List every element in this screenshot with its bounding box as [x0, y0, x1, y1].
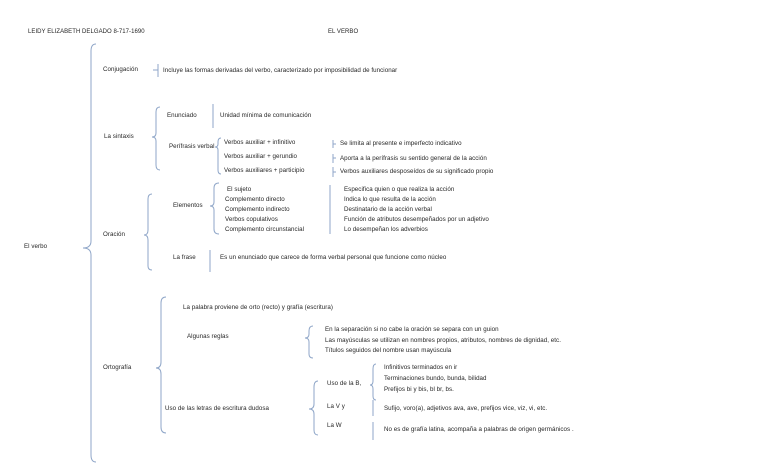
elemento-desc: Función de atributos desempeñados por un adjetivo: [344, 216, 489, 223]
perifrasis-item: Verbos auxiliar + infinitivo: [224, 139, 296, 146]
frase-text: Es un enunciado que carece de forma verbal personal que funcione como núcleo: [220, 254, 447, 261]
enunciado-text: Unidad mínima de comunicación: [220, 112, 312, 119]
letras-node: Uso de las letras de escritura dudosa: [165, 405, 269, 412]
elemento-desc: Destinatario de la acción verbal: [344, 206, 432, 213]
letra-vy-text: Sufijo, voro(a), adjetivos ava, ave, prefijos vice, viz, vi, etc.: [384, 405, 548, 412]
main-brace: [83, 44, 96, 462]
elemento-item: Complemento circunstancial: [225, 226, 305, 233]
perifrasis-item: Verbos auxiliar + gerundio: [224, 153, 298, 160]
elemento-desc: Indica lo que resulta de la acción: [344, 196, 436, 203]
elementos-node: Elementos: [173, 202, 203, 209]
letras-brace: [309, 381, 318, 435]
elemento-item: El sujeto: [227, 186, 252, 193]
elemento-item: Complemento directo: [225, 196, 285, 203]
regla-item: Las mayúsculas se utilizan en nombres propios, atributos, nombres de dignidad, etc.: [325, 337, 561, 344]
author-name: LEIDY ELIZABETH DELGADO 8-717-1690: [28, 29, 145, 35]
sintaxis-node: La sintaxis: [104, 133, 134, 140]
ortografia-origen: La palabra proviene de orto (recto) y grafía (escritura): [183, 304, 333, 311]
perifrasis-brace: [215, 138, 221, 174]
letra-b-item: Terminaciones bundo, bunda, bilidad: [384, 375, 487, 382]
sintaxis-brace: [152, 107, 160, 170]
reglas-node: Algunas reglas: [187, 333, 229, 340]
b-brace: [370, 364, 376, 400]
letra-b-item: Prefijos bi y bis, bl br, bs.: [384, 386, 454, 393]
letra-b-node: Uso de la B,: [327, 380, 362, 387]
perifrasis-item: Verbos auxiliares + participio: [224, 167, 305, 174]
reglas-brace: [305, 326, 313, 358]
perifrasis-desc: Se limita al presente e imperfecto indicativo: [340, 140, 462, 147]
letra-b-item: Infinitivos terminados en ir: [384, 364, 458, 371]
elementos-brace: [210, 183, 219, 234]
oracion-node: Oración: [103, 231, 126, 238]
conjugacion-brace: [153, 64, 158, 77]
letra-w-text: No es de grafía latina, acompaña a palabras de origen germánicos .: [384, 426, 574, 433]
conjugacion-node: Conjugación: [103, 66, 138, 73]
elemento-item: Verbos copulativos: [225, 216, 278, 223]
regla-item: En la separación si no cabe la oración se separa con un guion: [325, 326, 499, 333]
elemento-desc: Lo desempeñan los adverbios: [344, 226, 428, 233]
ortografia-node: Ortografía: [103, 364, 132, 371]
elemento-item: Complemento indirecto: [225, 206, 290, 213]
perifrasis-desc: Verbos auxiliares desposeídos de su significado propio: [340, 168, 494, 175]
elemento-desc: Especifica quien o que realiza la acción: [344, 186, 455, 193]
perifrasis-node: Perífrasis verbal: [169, 143, 215, 150]
root-node: El verbo: [24, 243, 48, 250]
frase-node: La frase: [173, 254, 196, 261]
conjugacion-text: Incluye las formas derivadas del verbo, caracterizado por imposibilidad de funcionar: [163, 67, 398, 74]
letra-vy-node: La V y: [327, 403, 345, 410]
perifrasis-desc: Aporta a la perífrasis su sentido general de la acción: [340, 155, 487, 162]
letra-w-node: La W: [327, 422, 342, 429]
regla-item: Títulos seguidos del nombre usan mayúscula: [325, 347, 452, 354]
page-title: EL VERBO: [328, 29, 359, 35]
oracion-brace: [144, 194, 152, 270]
enunciado-node: Enunciado: [167, 112, 197, 119]
